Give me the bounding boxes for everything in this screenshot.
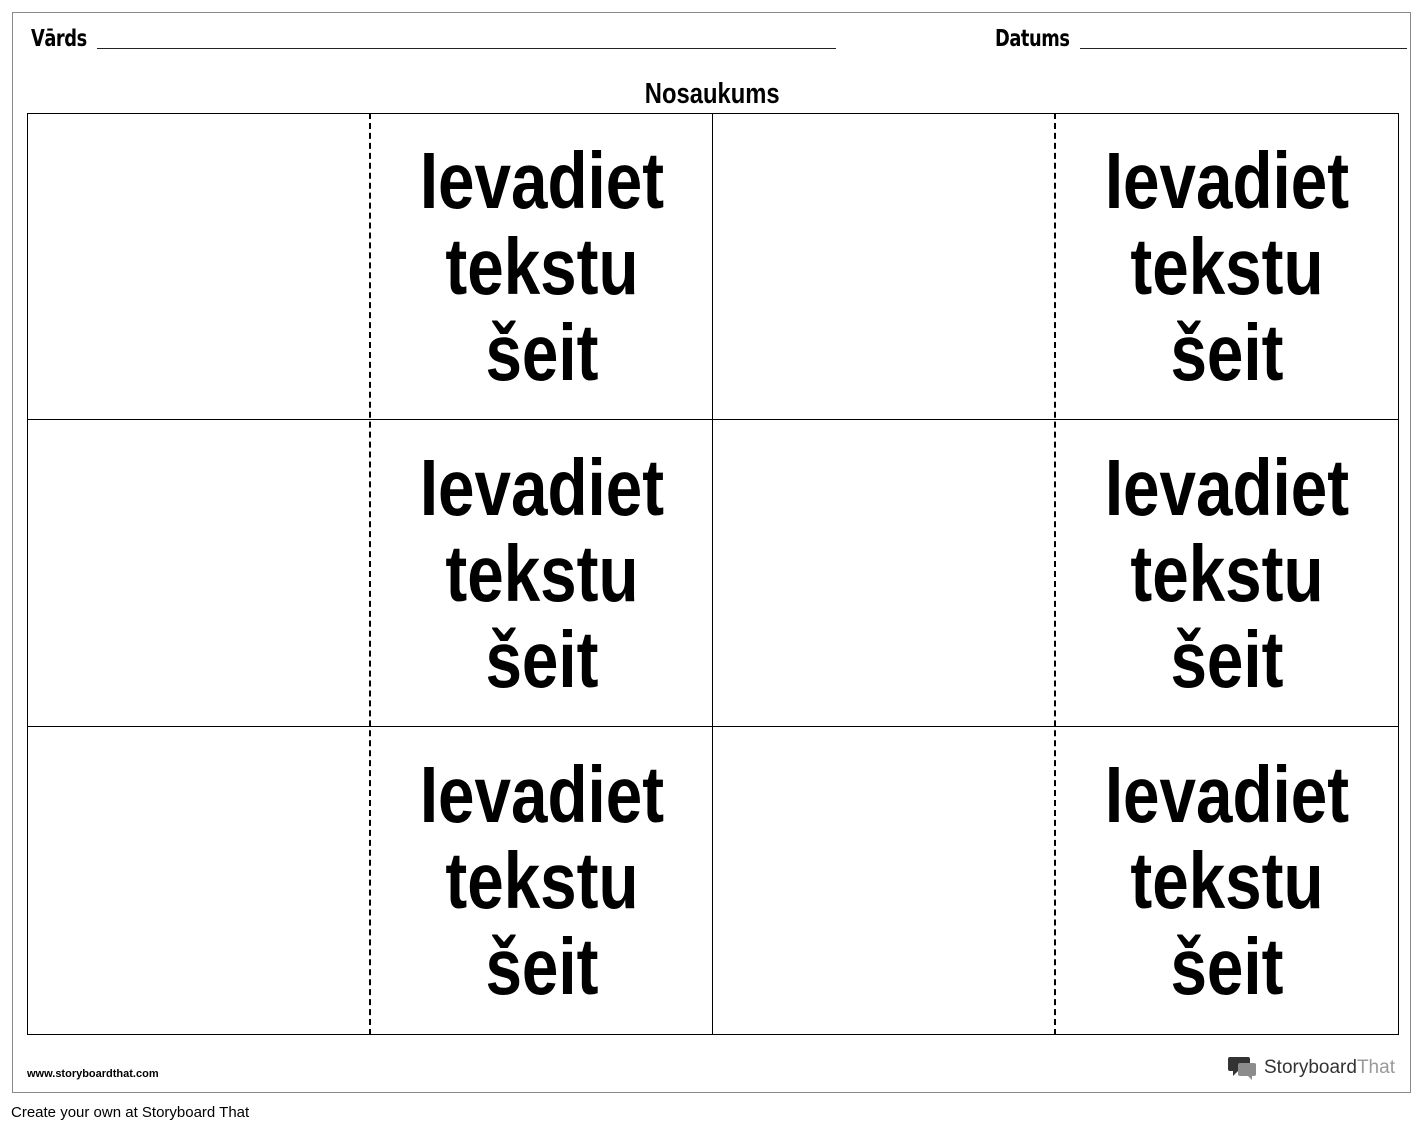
text-cell[interactable] — [372, 421, 712, 726]
cell-text: Ievadiet tekstu šeit — [419, 136, 665, 397]
footer-url: www.storyboardthat.com — [27, 1068, 159, 1080]
cell-text: Ievadiet tekstu šeit — [1104, 442, 1350, 704]
cell-text: Ievadiet tekstu šeit — [1104, 749, 1350, 1011]
cell-text: Ievadiet tekstu šeit — [419, 442, 665, 704]
name-label: Vārds — [31, 26, 87, 52]
create-your-own-caption[interactable]: Create your own at Storyboard That — [11, 1104, 250, 1121]
row-divider — [27, 419, 1399, 420]
row-divider — [27, 726, 1399, 727]
date-label: Datums — [995, 26, 1070, 52]
brand-name: StoryboardThat — [1264, 1057, 1395, 1078]
fold-line — [1054, 113, 1056, 1035]
column-divider — [712, 113, 713, 1035]
fold-line — [369, 113, 371, 1035]
cell-text: Ievadiet tekstu šeit — [419, 749, 665, 1011]
speech-bubbles-icon — [1228, 1055, 1258, 1081]
text-cell[interactable] — [372, 115, 712, 419]
text-cell[interactable] — [1057, 728, 1397, 1033]
text-cell[interactable] — [372, 728, 712, 1033]
cell-text: Ievadiet tekstu šeit — [1104, 136, 1350, 397]
text-cell[interactable] — [1057, 115, 1397, 419]
storyboardthat-logo — [1228, 1055, 1395, 1081]
date-line — [1080, 48, 1407, 49]
text-cell[interactable] — [1057, 421, 1397, 726]
worksheet-title: Nosaukums — [645, 78, 780, 110]
name-line — [97, 48, 836, 49]
